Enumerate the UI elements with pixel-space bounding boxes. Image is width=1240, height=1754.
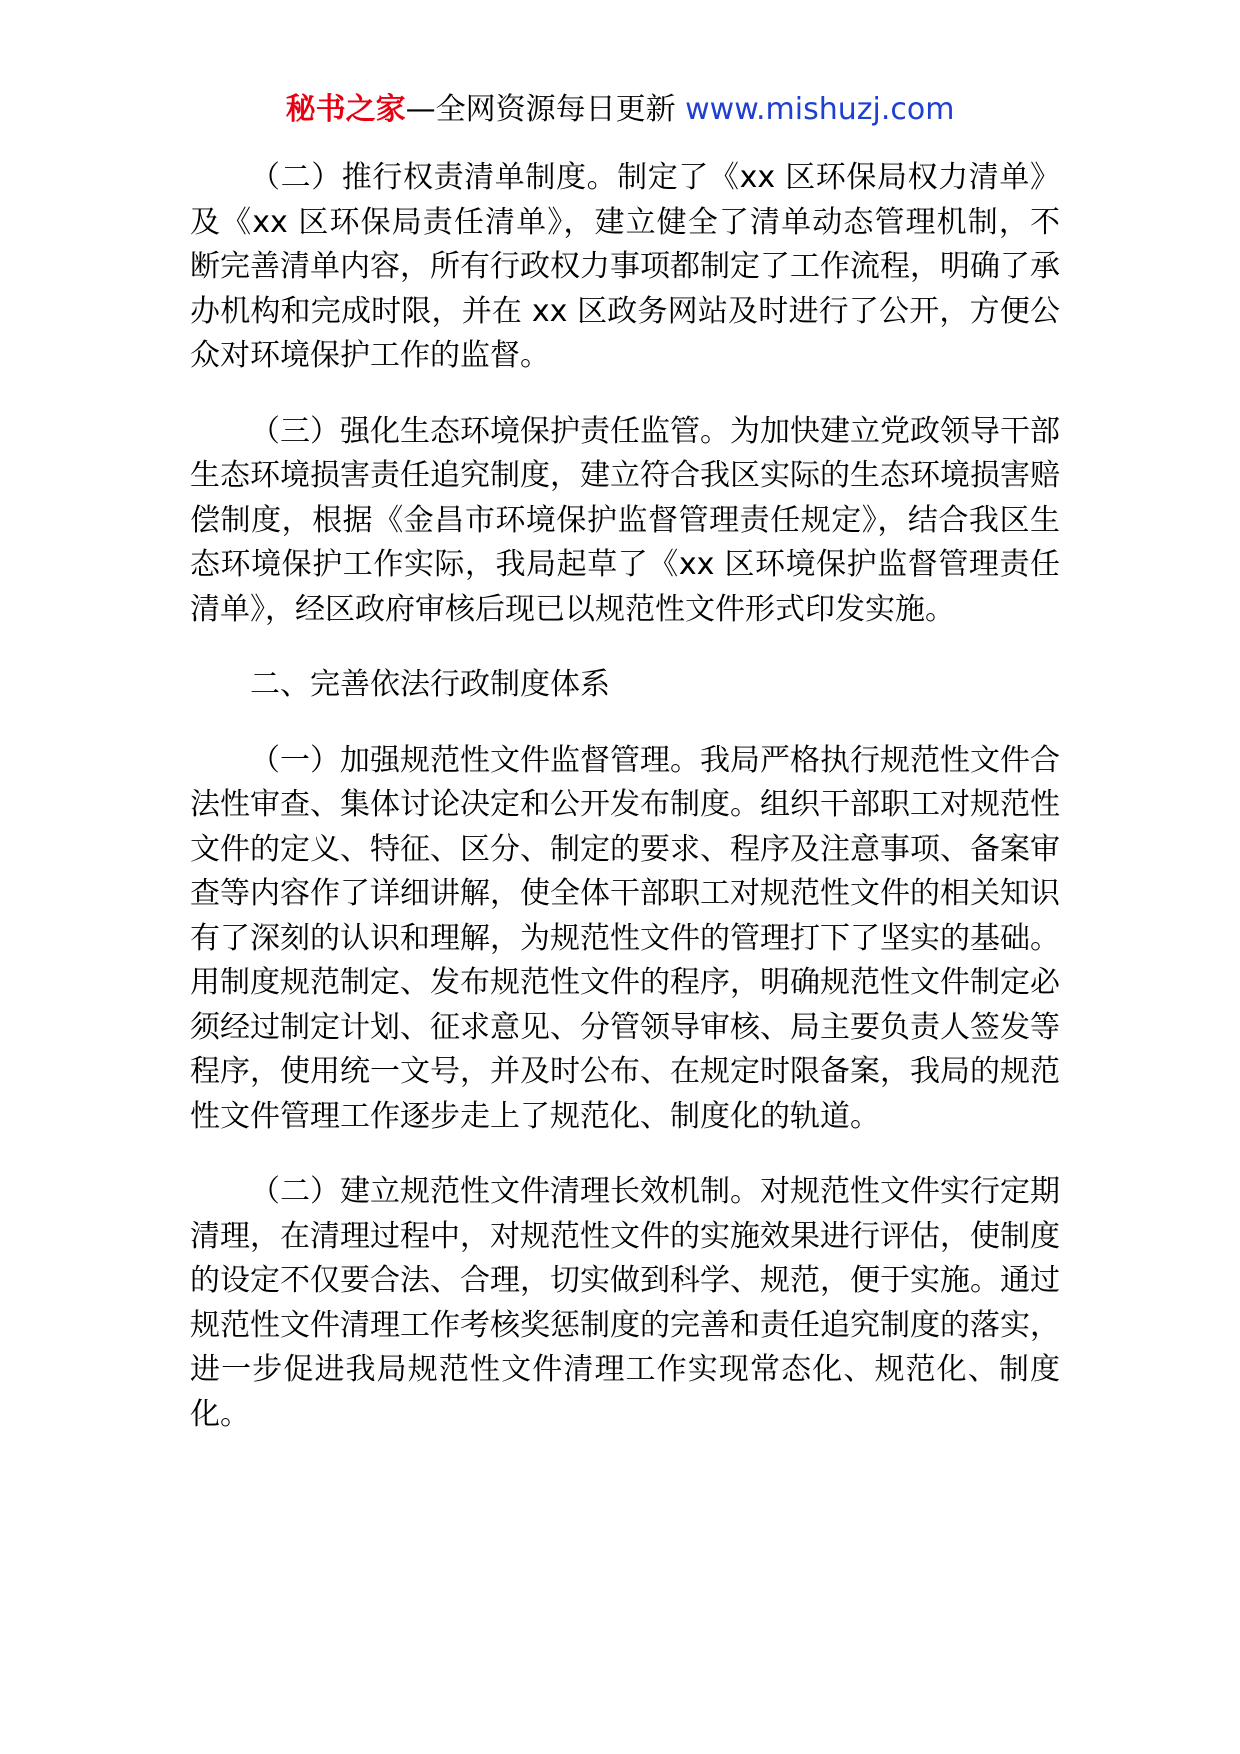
header-slogan: —全网资源每日更新 (405, 92, 676, 127)
brand-name: 秘书之家 (285, 92, 406, 127)
document-body (190, 156, 1060, 1468)
paragraph-eco-responsibility-supervision: （三）强化生态环境保护责任监管。为加快建立党政领导干部生态环境损害责任追究制度，建立符合我区实际的生态环境损害赔偿制度，根据《金昌市环境保护监督管理责任规定》，结合我区生态环境保护工作实际，我局起草了《xx 区环境保护监督管理责任清单》，经区政府审核后现已以规范性文件形式印发实施。 (190, 413, 1060, 627)
paragraph-normative-document-cleanup: （二）建立规范性文件清理长效机制。对规范性文件实行定期清理，在清理过程中，对规范性文件的实施效果进行评估，使制度的设定不仅要合法、合理，切实做到科学、规范，便于实施。通过规范性文件清理工作考核奖惩制度的完善和责任追究制度的落实，进一步促进我局规范性文件清理工作实现常态化、规范化、制度化。 (190, 1174, 1060, 1432)
paragraph-power-responsibility-list: （二）推行权责清单制度。制定了《xx 区环保局权力清单》及《xx 区环保局责任清单》，建立健全了清单动态管理机制，不断完善清单内容，所有行政权力事项都制定了工作流程，明确了承办机构和完成时限，并在 xx 区政务网站及时进行了公开，方便公众对环境保护工作的监督。 (190, 160, 1060, 373)
section-heading: 二、完善依法行政制度体系 (250, 667, 610, 702)
paragraph-normative-document-supervision: （一）加强规范性文件监督管理。我局严格执行规范性文件合法性审查、集体讨论决定和公开发布制度。组织干部职工对规范性文件的定义、特征、区分、制定的要求、程序及注意事项、备案审查等内容作了详细讲解，使全体干部职工对规范性文件的相关知识有了深刻的认识和理解，为规范性文件的管理打下了坚实的基础。用制度规范制定、发布规范性文件的程序，明确规范性文件制定必须经过制定计划、征求意见、分管领导审核、局主要负责人签发等程序，使用统一文号，并及时公布、在规定时限备案，我局的规范性文件管理工作逐步走上了规范化、制度化的轨道。 (190, 742, 1060, 1134)
site-url-link[interactable]: www.mishuzj.com (685, 92, 955, 127)
site-header (0, 92, 1240, 128)
